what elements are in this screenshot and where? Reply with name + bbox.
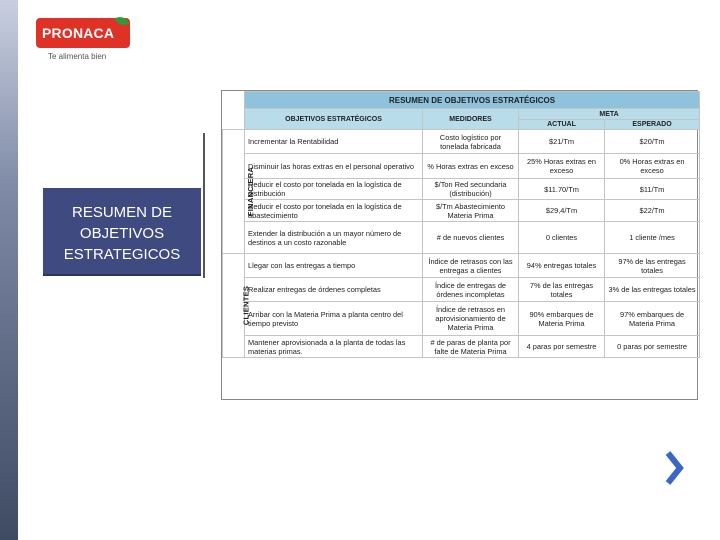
table-row [223,222,700,254]
category-label: CLIENTES [241,285,251,326]
current-value-cell: $29,4/Tm [519,200,605,222]
current-value-cell: 7% de las entregas totales [519,278,605,302]
current-value-cell: 25% Horas extras en exceso [519,154,605,179]
corner-cell [223,92,245,109]
expected-value-cell: 97% de las entregas totales [605,254,700,278]
table-row [223,254,700,278]
section-title-box: RESUMEN DE OBJETIVOS ESTRATEGICOS [43,188,201,276]
table-row [223,302,700,336]
objective-cell: Reducir el costo por tonelada en la logística de abastecimiento [245,200,423,222]
leaf-icon [115,14,130,28]
measure-cell: % Horas extras en exceso [423,154,519,179]
vertical-divider [203,133,205,278]
table-row [223,336,700,358]
left-accent-bar [0,0,18,540]
measure-cell: # de nuevos clientes [423,222,519,254]
logo-badge [36,18,130,48]
expected-value-cell: $11/Tm [605,179,700,200]
next-slide-arrow-icon[interactable] [662,448,686,488]
expected-value-cell: $20/Tm [605,130,700,154]
current-value-cell: 4 paras por semestre [519,336,605,358]
current-value-cell: 0 clientes [519,222,605,254]
expected-value-cell: $22/Tm [605,200,700,222]
table-row [223,130,700,154]
expected-value-cell: 1 cliente /mes [605,222,700,254]
objectives-summary-table [221,90,698,400]
objective-cell: Reducir el costo por tonelada en la logística de distribución [245,179,423,200]
table-title: RESUMEN DE OBJETIVOS ESTRATÉGICOS [245,92,700,109]
logo-tagline: Te alimenta bien [48,52,107,61]
corner-cell [223,109,245,120]
group-clientes [223,254,700,358]
measure-cell: Índice de retrasos con las entregas a clientes [423,254,519,278]
header-objectives: OBJETIVOS ESTRATÉGICOS [245,109,423,130]
header-row [223,109,700,120]
pronaca-logo [36,18,132,62]
table-row [223,154,700,179]
objective-cell: Mantener aprovisionada a la planta de todas las materias primas. [245,336,423,358]
corner-cell [223,120,245,130]
objective-cell: Extender la distribución a un mayor número de destinos a un costo razonable [245,222,423,254]
header-measures: MEDIDORES [423,109,519,130]
expected-value-cell: 3% de las entregas totales [605,278,700,302]
measure-cell: $/Tm Abastecimiento Materia Prima [423,200,519,222]
expected-value-cell: 0 paras por semestre [605,336,700,358]
objective-cell: Llegar con las entregas a tiempo [245,254,423,278]
measure-cell: $/Ton Red secundaria (distribución) [423,179,519,200]
objective-cell: Disminuir las horas extras en el personal operativo [245,154,423,179]
expected-value-cell: 0% Horas extras en exceso [605,154,700,179]
objective-cell: Realizar entregas de órdenes completas [245,278,423,302]
objective-cell: Incrementar la Rentabilidad [245,130,423,154]
header-expected: ESPERADO [605,120,700,130]
table-row [223,200,700,222]
category-label: FINANCIERA [246,166,256,217]
measure-cell: Índice de entregas de órdenes incompletas [423,278,519,302]
category-cell [223,130,256,254]
header-current: ACTUAL [519,120,605,130]
measure-cell: # de paras de planta por falte de Materia Prima [423,336,519,358]
logo-brand: PRONACA [42,25,115,41]
table-row [223,179,700,200]
category-cell [223,254,251,358]
current-value-cell: 90% embarques de Materia Prima [519,302,605,336]
expected-value-cell: 97% embarques de Materia Prima [605,302,700,336]
measure-cell: Índice de retrasos en aprovisionamiento de Materia Prima [423,302,519,336]
group-financiera [223,130,700,254]
current-value-cell: $21/Tm [519,130,605,154]
table-title-row [223,92,700,109]
measure-cell: Costo logístico por tonelada fabricada [423,130,519,154]
current-value-cell: $11.70/Tm [519,179,605,200]
table-row [223,278,700,302]
objective-cell: Arribar con la Materia Prima a planta centro del tiempo previsto [245,302,423,336]
header-goal: META [519,109,700,120]
current-value-cell: 94% entregas totales [519,254,605,278]
